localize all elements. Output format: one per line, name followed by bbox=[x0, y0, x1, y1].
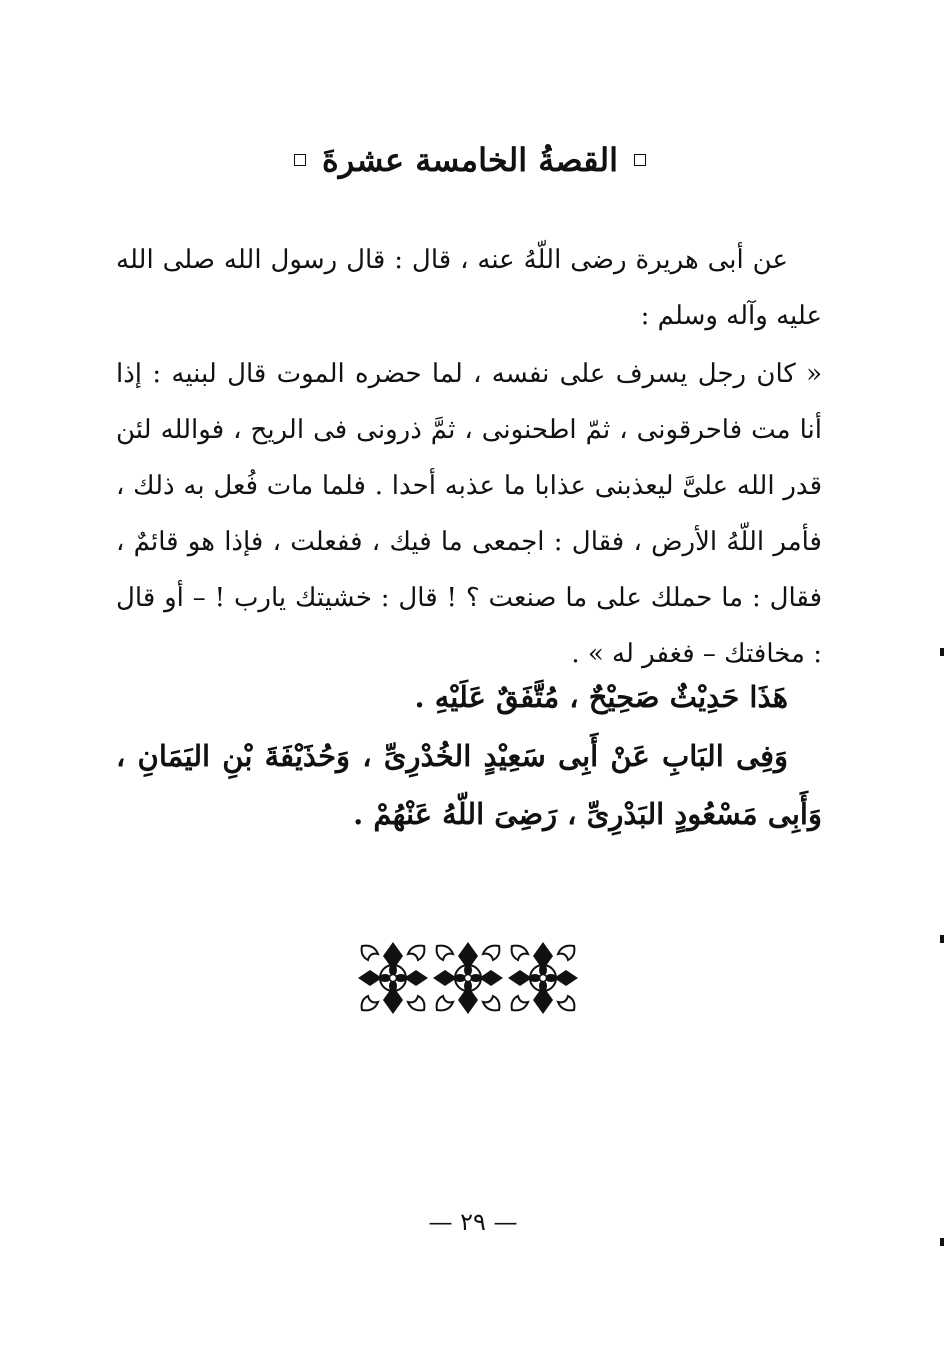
story-heading bbox=[120, 138, 820, 182]
page-title: القصةُ الخامسة عشرةَ bbox=[322, 141, 618, 179]
scan-edge-mark bbox=[940, 1238, 944, 1246]
scan-edge-mark bbox=[940, 648, 944, 656]
page-number: — ٢٩ — bbox=[428, 1208, 518, 1236]
chapter-note: وَفِى البَابِ عَنْ أَبِى سَعِيْدٍ الخُدْرِىِّ ، وَحُذَيْفَةَ بْنِ اليَمَانِ ، وَأَبِى مَسْعُودٍ البَدْرِىِّ ، رَضِىَ اللّهُ عَنْهُمْ . bbox=[116, 739, 822, 831]
scan-edge-mark bbox=[940, 935, 944, 943]
square-outline-icon bbox=[294, 154, 306, 166]
hadith-grading: هَذَا حَدِيْثٌ صَحِيْحٌ ، مُتَّفَقٌ عَلَيْهِ . bbox=[414, 680, 788, 714]
intro-paragraph: عن أبى هريرة رضى اللّهُ عنه ، قال : قال رسول الله صلى الله عليه وآله وسلم : bbox=[116, 245, 822, 331]
square-outline-icon bbox=[634, 154, 646, 166]
hadith-paragraph: « كان رجل يسرف على نفسه ، لما حضره الموت قال لبنيه : إذا أنا مت فاحرقونى ، ثمّ اطحنونى ، ثمَّ ذرونى فى الريح ، فوالله لئن قدر الله علىَّ ليعذبنى عذابا ما عذبه أحدا . فلما مات فُعل به ذلك ، فأمر اللّهُ الأرض ، فقال : اجمعى ما فيك ، ففعلت ، فإذا هو قائمٌ ، فقال : ما حملك على ما صنعت ؟ ! قال : خشيتك يارب ! – أو قال : مخافتك – فغفر له » . bbox=[116, 359, 822, 669]
floral-ornament-icon bbox=[356, 940, 580, 1016]
